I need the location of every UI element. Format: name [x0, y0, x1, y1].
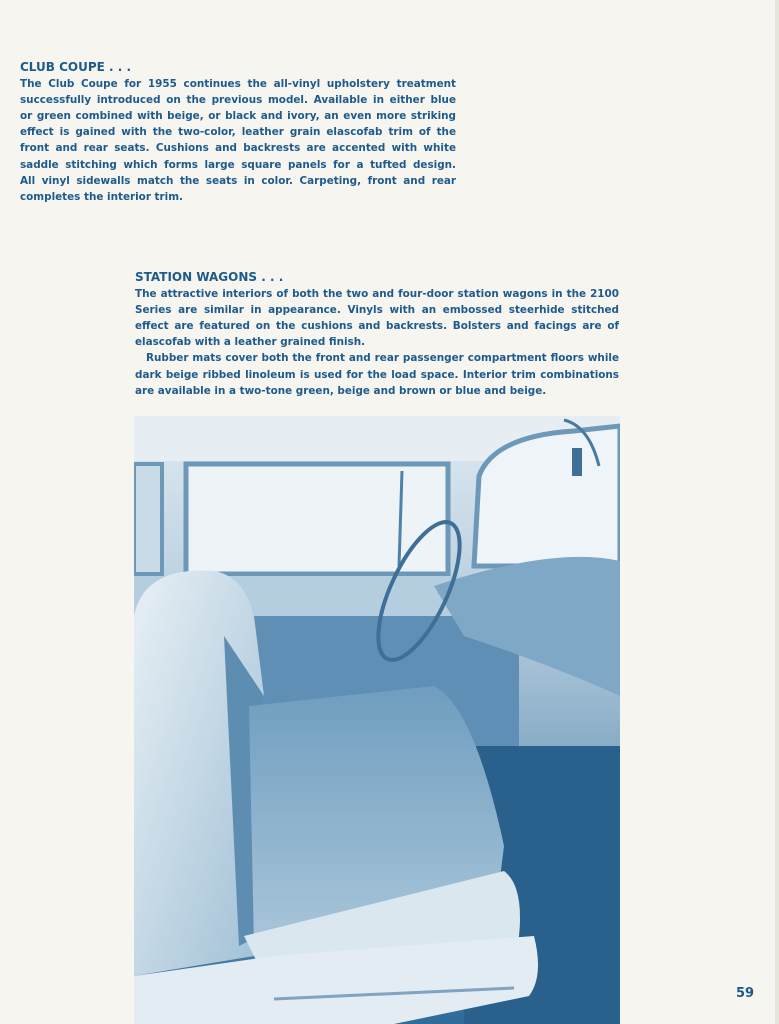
text-line: saddle stitching which forms large square panels for a tufted design.	[20, 158, 456, 171]
text-line: The Club Coupe for 1955 continues the all-vinyl upholstery treatment	[20, 78, 456, 91]
page-edge	[775, 0, 779, 1024]
text-line: All vinyl sidewalls match the seats in color. Carpeting, front and rear	[20, 174, 456, 187]
station-wagons-heading: STATION WAGONS . . .	[135, 270, 284, 284]
text-line: completes the interior trim.	[20, 190, 183, 203]
page-number: 59	[736, 986, 755, 1001]
text-line: dark beige ribbed linoleum is used for the load space. Interior trim combinations	[135, 368, 619, 381]
car-interior-photo	[134, 416, 620, 1024]
text-line: Series are similar in appearance. Vinyls with an embossed steerhide stitched	[135, 304, 619, 317]
text-line: effect are featured on the cushions and backrests. Bolsters and facings are of	[135, 320, 619, 333]
text-line: elascofab with a leather grained finish.	[135, 336, 366, 349]
text-line: are available in a two-tone green, beige and brown or blue and beige.	[135, 384, 547, 397]
text-line: Rubber mats cover both the front and rear passenger compartment floors while	[146, 352, 619, 365]
text-line: or green combined with beige, or black and ivory, an even more striking	[20, 110, 456, 123]
text-line: front and rear seats. Cushions and backrests are accented with white	[20, 142, 456, 155]
club-coupe-heading: CLUB COUPE . . .	[20, 60, 132, 74]
text-line: The attractive interiors of both the two and four-door station wagons in the 2100	[135, 288, 619, 301]
text-line: effect is gained with the two-color, leather grain elascofab trim of the	[20, 126, 456, 139]
text-line: successfully introduced on the previous model. Available in either blue	[20, 94, 456, 107]
station-wagons-section	[135, 269, 619, 399]
club-coupe-section	[20, 59, 456, 205]
